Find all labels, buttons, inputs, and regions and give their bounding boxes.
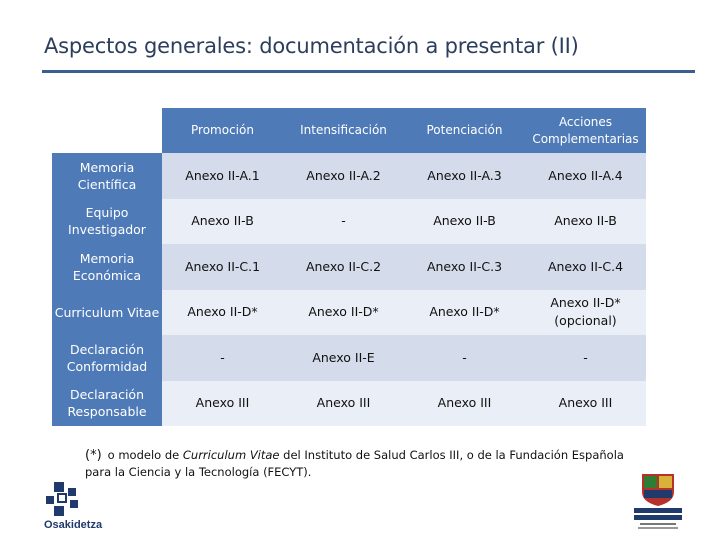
table-cell: Anexo II-E [283, 335, 404, 381]
table-cell: - [404, 335, 525, 381]
table-cell: Anexo II-C.3 [404, 244, 525, 290]
table-cell: Anexo II-A.1 [162, 153, 283, 199]
footnote-italic: Curriculum Vitae [182, 448, 280, 462]
row-header: Memoria Económica [52, 244, 162, 290]
table-row [52, 290, 646, 336]
table-cell: Anexo II-C.1 [162, 244, 283, 290]
title-divider [42, 70, 695, 73]
column-header: Intensificación [283, 108, 404, 153]
footnote-text-start: o modelo de [107, 448, 183, 462]
basque-government-shield-icon [630, 470, 686, 530]
table-cell: Anexo II-D* [162, 290, 283, 336]
table-cell: Anexo II-B [162, 199, 283, 245]
table-cell: Anexo III [525, 381, 646, 427]
table-row [52, 335, 646, 381]
osakidetza-logo-text: Osakidetza [44, 519, 103, 531]
table-row [52, 244, 646, 290]
table-corner [52, 108, 162, 153]
table-row [52, 381, 646, 427]
row-header: Declaración Responsable [52, 381, 162, 427]
table-row [52, 153, 646, 199]
row-header: Declaración Conformidad [52, 335, 162, 381]
table-cell: - [283, 199, 404, 245]
table-cell: Anexo II-D* [283, 290, 404, 336]
table-cell: - [162, 335, 283, 381]
footnote-text-end: del Instituto de Salud Carlos III, o de la Fundación Española para la Ciencia y la Tecnología (FECYT). [85, 448, 624, 479]
column-header: Acciones Complementarias [525, 108, 646, 153]
footnote [85, 447, 645, 481]
table-cell: Anexo II-B [525, 199, 646, 245]
table-cell: Anexo II-D* [404, 290, 525, 336]
footnote-mark: (*) [85, 448, 102, 463]
table-cell: Anexo II-A.2 [283, 153, 404, 199]
table-cell: Anexo III [283, 381, 404, 427]
table-cell: - [525, 335, 646, 381]
column-header: Promoción [162, 108, 283, 153]
page-title: Aspectos generales: documentación a presentar (II) [44, 34, 579, 58]
table-cell: Anexo II-C.4 [525, 244, 646, 290]
table-cell: Anexo II-A.3 [404, 153, 525, 199]
table-cell: Anexo II-C.2 [283, 244, 404, 290]
row-header: Curriculum Vitae [52, 290, 162, 336]
table-cell: Anexo II-D* (opcional) [525, 290, 646, 336]
row-header: Equipo Investigador [52, 199, 162, 245]
table-cell: Anexo III [404, 381, 525, 427]
column-header: Potenciación [404, 108, 525, 153]
documentation-table [52, 108, 646, 426]
table-cell: Anexo II-A.4 [525, 153, 646, 199]
row-header: Memoria Científica [52, 153, 162, 199]
table-cell: Anexo II-B [404, 199, 525, 245]
table-row [52, 199, 646, 245]
table-cell: Anexo III [162, 381, 283, 427]
table-header-row [52, 108, 646, 153]
